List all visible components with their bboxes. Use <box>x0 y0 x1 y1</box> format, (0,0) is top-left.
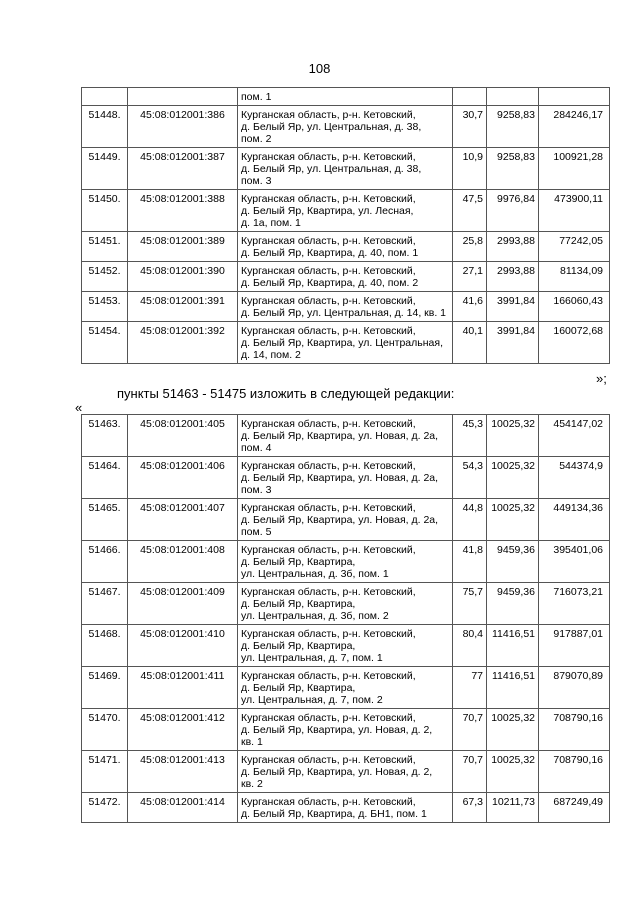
total-value-cell: 454147,02 <box>539 415 610 457</box>
address-line: Курганская область, р-н. Кетовский, <box>241 544 416 556</box>
address-line: пом. 1 <box>241 91 272 103</box>
row-number-cell: 51466. <box>82 541 128 583</box>
unit-price-cell: 9258,83 <box>487 148 539 190</box>
address-cell <box>238 292 453 322</box>
total-value-cell: 77242,05 <box>539 232 610 262</box>
row-number-cell: 51468. <box>82 625 128 667</box>
row-number-cell: 51454. <box>82 322 128 364</box>
address-line: Курганская область, р-н. Кетовский, <box>241 325 416 337</box>
address-line: Курганская область, р-н. Кетовский, <box>241 460 416 472</box>
address-cell <box>238 148 453 190</box>
address-cell <box>238 667 453 709</box>
table-row <box>82 106 610 148</box>
address-line: Курганская область, р-н. Кетовский, <box>241 754 416 766</box>
area-cell: 77 <box>453 667 487 709</box>
address-line: Курганская область, р-н. Кетовский, <box>241 502 416 514</box>
table-row <box>82 541 610 583</box>
address-line: д. Белый Яр, Квартира, ул. Центральная, <box>241 337 443 349</box>
area-cell: 44,8 <box>453 499 487 541</box>
unit-price-cell <box>487 88 539 106</box>
unit-price-cell: 3991,84 <box>487 322 539 364</box>
address-cell <box>238 106 453 148</box>
total-value-cell: 284246,17 <box>539 106 610 148</box>
address-cell <box>238 709 453 751</box>
area-cell: 41,8 <box>453 541 487 583</box>
table-row <box>82 322 610 364</box>
total-value-cell: 917887,01 <box>539 625 610 667</box>
cadastral-number-cell: 45:08:012001:409 <box>128 583 238 625</box>
address-line: д. Белый Яр, ул. Центральная, д. 38, <box>241 121 422 133</box>
area-cell: 40,1 <box>453 322 487 364</box>
row-number-cell: 51451. <box>82 232 128 262</box>
address-cell <box>238 262 453 292</box>
total-value-cell <box>539 88 610 106</box>
total-value-cell: 473900,11 <box>539 190 610 232</box>
address-line: д. Белый Яр, Квартира, ул. Лесная, <box>241 205 414 217</box>
unit-price-cell: 9459,36 <box>487 583 539 625</box>
area-cell: 75,7 <box>453 583 487 625</box>
unit-price-cell: 2993,88 <box>487 232 539 262</box>
unit-price-cell: 10025,32 <box>487 499 539 541</box>
address-line: д. Белый Яр, Квартира, ул. Новая, д. 2а, <box>241 472 439 484</box>
address-cell <box>238 625 453 667</box>
total-value-cell: 166060,43 <box>539 292 610 322</box>
address-cell <box>238 190 453 232</box>
area-cell: 54,3 <box>453 457 487 499</box>
address-line: ул. Центральная, д. 7, пом. 2 <box>241 694 383 706</box>
address-line: д. Белый Яр, Квартира, <box>241 556 356 568</box>
cadastral-number-cell: 45:08:012001:407 <box>128 499 238 541</box>
address-line: д. Белый Яр, Квартира, <box>241 598 356 610</box>
address-line: д. Белый Яр, Квартира, ул. Новая, д. 2, <box>241 766 433 778</box>
table-row <box>82 148 610 190</box>
table-row <box>82 625 610 667</box>
total-value-cell: 81134,09 <box>539 262 610 292</box>
amendment-instruction: пункты 51463 - 51475 изложить в следующей редакции: <box>117 386 455 401</box>
table-row <box>82 457 610 499</box>
total-value-cell: 879070,89 <box>539 667 610 709</box>
address-line: Курганская область, р-н. Кетовский, <box>241 235 416 247</box>
cadastral-number-cell: 45:08:012001:390 <box>128 262 238 292</box>
continuation-row <box>82 88 610 106</box>
address-cell <box>238 751 453 793</box>
cadastral-number-cell: 45:08:012001:405 <box>128 415 238 457</box>
row-number-cell: 51463. <box>82 415 128 457</box>
page-number: 108 <box>308 61 331 76</box>
address-line: пом. 5 <box>241 526 272 538</box>
area-cell: 10,9 <box>453 148 487 190</box>
total-value-cell: 716073,21 <box>539 583 610 625</box>
total-value-cell: 160072,68 <box>539 322 610 364</box>
address-line: Курганская область, р-н. Кетовский, <box>241 418 416 430</box>
unit-price-cell: 11416,51 <box>487 667 539 709</box>
address-line: Курганская область, р-н. Кетовский, <box>241 628 416 640</box>
address-line: д. 1а, пом. 1 <box>241 217 301 229</box>
address-cell <box>238 499 453 541</box>
address-cell <box>238 88 453 106</box>
closing-quote: »; <box>596 371 607 386</box>
address-line: д. Белый Яр, Квартира, <box>241 682 356 694</box>
address-line: д. Белый Яр, Квартира, д. 40, пом. 1 <box>241 247 419 259</box>
area-cell: 45,3 <box>453 415 487 457</box>
unit-price-cell: 10211,73 <box>487 793 539 823</box>
cadastral-number-cell: 45:08:012001:412 <box>128 709 238 751</box>
unit-price-cell: 10025,32 <box>487 457 539 499</box>
cadastral-number-cell: 45:08:012001:391 <box>128 292 238 322</box>
address-cell <box>238 232 453 262</box>
address-line: Курганская область, р-н. Кетовский, <box>241 193 416 205</box>
address-line: д. Белый Яр, Квартира, д. БН1, пом. 1 <box>241 808 427 820</box>
cadastral-number-cell: 45:08:012001:387 <box>128 148 238 190</box>
unit-price-cell: 3991,84 <box>487 292 539 322</box>
table-row <box>82 583 610 625</box>
address-line: Курганская область, р-н. Кетовский, <box>241 265 416 277</box>
cadastral-number-cell: 45:08:012001:386 <box>128 106 238 148</box>
address-line: д. 14, пом. 2 <box>241 349 301 361</box>
row-number-cell: 51450. <box>82 190 128 232</box>
total-value-cell: 100921,28 <box>539 148 610 190</box>
address-line: ул. Центральная, д. 3б, пом. 1 <box>241 568 389 580</box>
address-line: кв. 2 <box>241 778 263 790</box>
address-line: д. Белый Яр, Квартира, <box>241 640 356 652</box>
cadastral-number-cell: 45:08:012001:408 <box>128 541 238 583</box>
address-cell <box>238 457 453 499</box>
address-line: пом. 4 <box>241 442 272 454</box>
cadastral-number-cell <box>128 88 238 106</box>
address-cell <box>238 322 453 364</box>
row-number-cell: 51471. <box>82 751 128 793</box>
row-number-cell: 51452. <box>82 262 128 292</box>
address-line: Курганская область, р-н. Кетовский, <box>241 670 416 682</box>
table-row <box>82 751 610 793</box>
area-cell: 70,7 <box>453 709 487 751</box>
cadastral-number-cell: 45:08:012001:413 <box>128 751 238 793</box>
row-number-cell <box>82 88 128 106</box>
unit-price-cell: 10025,32 <box>487 751 539 793</box>
address-line: ул. Центральная, д. 7, пом. 1 <box>241 652 383 664</box>
row-number-cell: 51467. <box>82 583 128 625</box>
property-table-bottom <box>81 414 610 823</box>
cadastral-number-cell: 45:08:012001:392 <box>128 322 238 364</box>
area-cell: 80,4 <box>453 625 487 667</box>
total-value-cell: 449134,36 <box>539 499 610 541</box>
table-row <box>82 499 610 541</box>
cadastral-number-cell: 45:08:012001:411 <box>128 667 238 709</box>
address-line: Курганская область, р-н. Кетовский, <box>241 109 416 121</box>
total-value-cell: 544374,9 <box>539 457 610 499</box>
address-line: д. Белый Яр, Квартира, ул. Новая, д. 2а, <box>241 430 439 442</box>
address-line: д. Белый Яр, Квартира, ул. Новая, д. 2, <box>241 724 433 736</box>
area-cell: 41,6 <box>453 292 487 322</box>
total-value-cell: 687249,49 <box>539 793 610 823</box>
address-line: Курганская область, р-н. Кетовский, <box>241 295 416 307</box>
address-line: Курганская область, р-н. Кетовский, <box>241 586 416 598</box>
address-cell <box>238 415 453 457</box>
total-value-cell: 708790,16 <box>539 709 610 751</box>
table-row <box>82 190 610 232</box>
area-cell: 47,5 <box>453 190 487 232</box>
area-cell: 70,7 <box>453 751 487 793</box>
unit-price-cell: 9258,83 <box>487 106 539 148</box>
address-cell <box>238 541 453 583</box>
address-line: д. Белый Яр, Квартира, д. 40, пом. 2 <box>241 277 419 289</box>
address-line: д. Белый Яр, ул. Центральная, д. 14, кв. 1 <box>241 307 447 319</box>
address-line: ул. Центральная, д. 3б, пом. 2 <box>241 610 389 622</box>
row-number-cell: 51465. <box>82 499 128 541</box>
row-number-cell: 51453. <box>82 292 128 322</box>
table-row <box>82 232 610 262</box>
address-cell <box>238 583 453 625</box>
total-value-cell: 708790,16 <box>539 751 610 793</box>
address-line: Курганская область, р-н. Кетовский, <box>241 151 416 163</box>
table-row <box>82 709 610 751</box>
unit-price-cell: 9976,84 <box>487 190 539 232</box>
area-cell <box>453 88 487 106</box>
property-table-top <box>81 87 610 364</box>
row-number-cell: 51448. <box>82 106 128 148</box>
unit-price-cell: 11416,51 <box>487 625 539 667</box>
cadastral-number-cell: 45:08:012001:414 <box>128 793 238 823</box>
row-number-cell: 51469. <box>82 667 128 709</box>
address-line: кв. 1 <box>241 736 263 748</box>
table-row <box>82 667 610 709</box>
unit-price-cell: 2993,88 <box>487 262 539 292</box>
cadastral-number-cell: 45:08:012001:388 <box>128 190 238 232</box>
unit-price-cell: 10025,32 <box>487 709 539 751</box>
address-line: пом. 3 <box>241 175 272 187</box>
address-line: Курганская область, р-н. Кетовский, <box>241 796 416 808</box>
row-number-cell: 51449. <box>82 148 128 190</box>
address-line: д. Белый Яр, ул. Центральная, д. 38, <box>241 163 422 175</box>
area-cell: 27,1 <box>453 262 487 292</box>
row-number-cell: 51464. <box>82 457 128 499</box>
table-row <box>82 292 610 322</box>
row-number-cell: 51470. <box>82 709 128 751</box>
table-row <box>82 793 610 823</box>
opening-quote: « <box>75 400 83 415</box>
address-cell <box>238 793 453 823</box>
area-cell: 30,7 <box>453 106 487 148</box>
unit-price-cell: 10025,32 <box>487 415 539 457</box>
address-line: Курганская область, р-н. Кетовский, <box>241 712 416 724</box>
address-line: пом. 3 <box>241 484 272 496</box>
cadastral-number-cell: 45:08:012001:389 <box>128 232 238 262</box>
area-cell: 25,8 <box>453 232 487 262</box>
cadastral-number-cell: 45:08:012001:410 <box>128 625 238 667</box>
table-row <box>82 415 610 457</box>
cadastral-number-cell: 45:08:012001:406 <box>128 457 238 499</box>
table-row <box>82 262 610 292</box>
total-value-cell: 395401,06 <box>539 541 610 583</box>
area-cell: 67,3 <box>453 793 487 823</box>
address-line: д. Белый Яр, Квартира, ул. Новая, д. 2а, <box>241 514 439 526</box>
address-line: пом. 2 <box>241 133 272 145</box>
unit-price-cell: 9459,36 <box>487 541 539 583</box>
row-number-cell: 51472. <box>82 793 128 823</box>
